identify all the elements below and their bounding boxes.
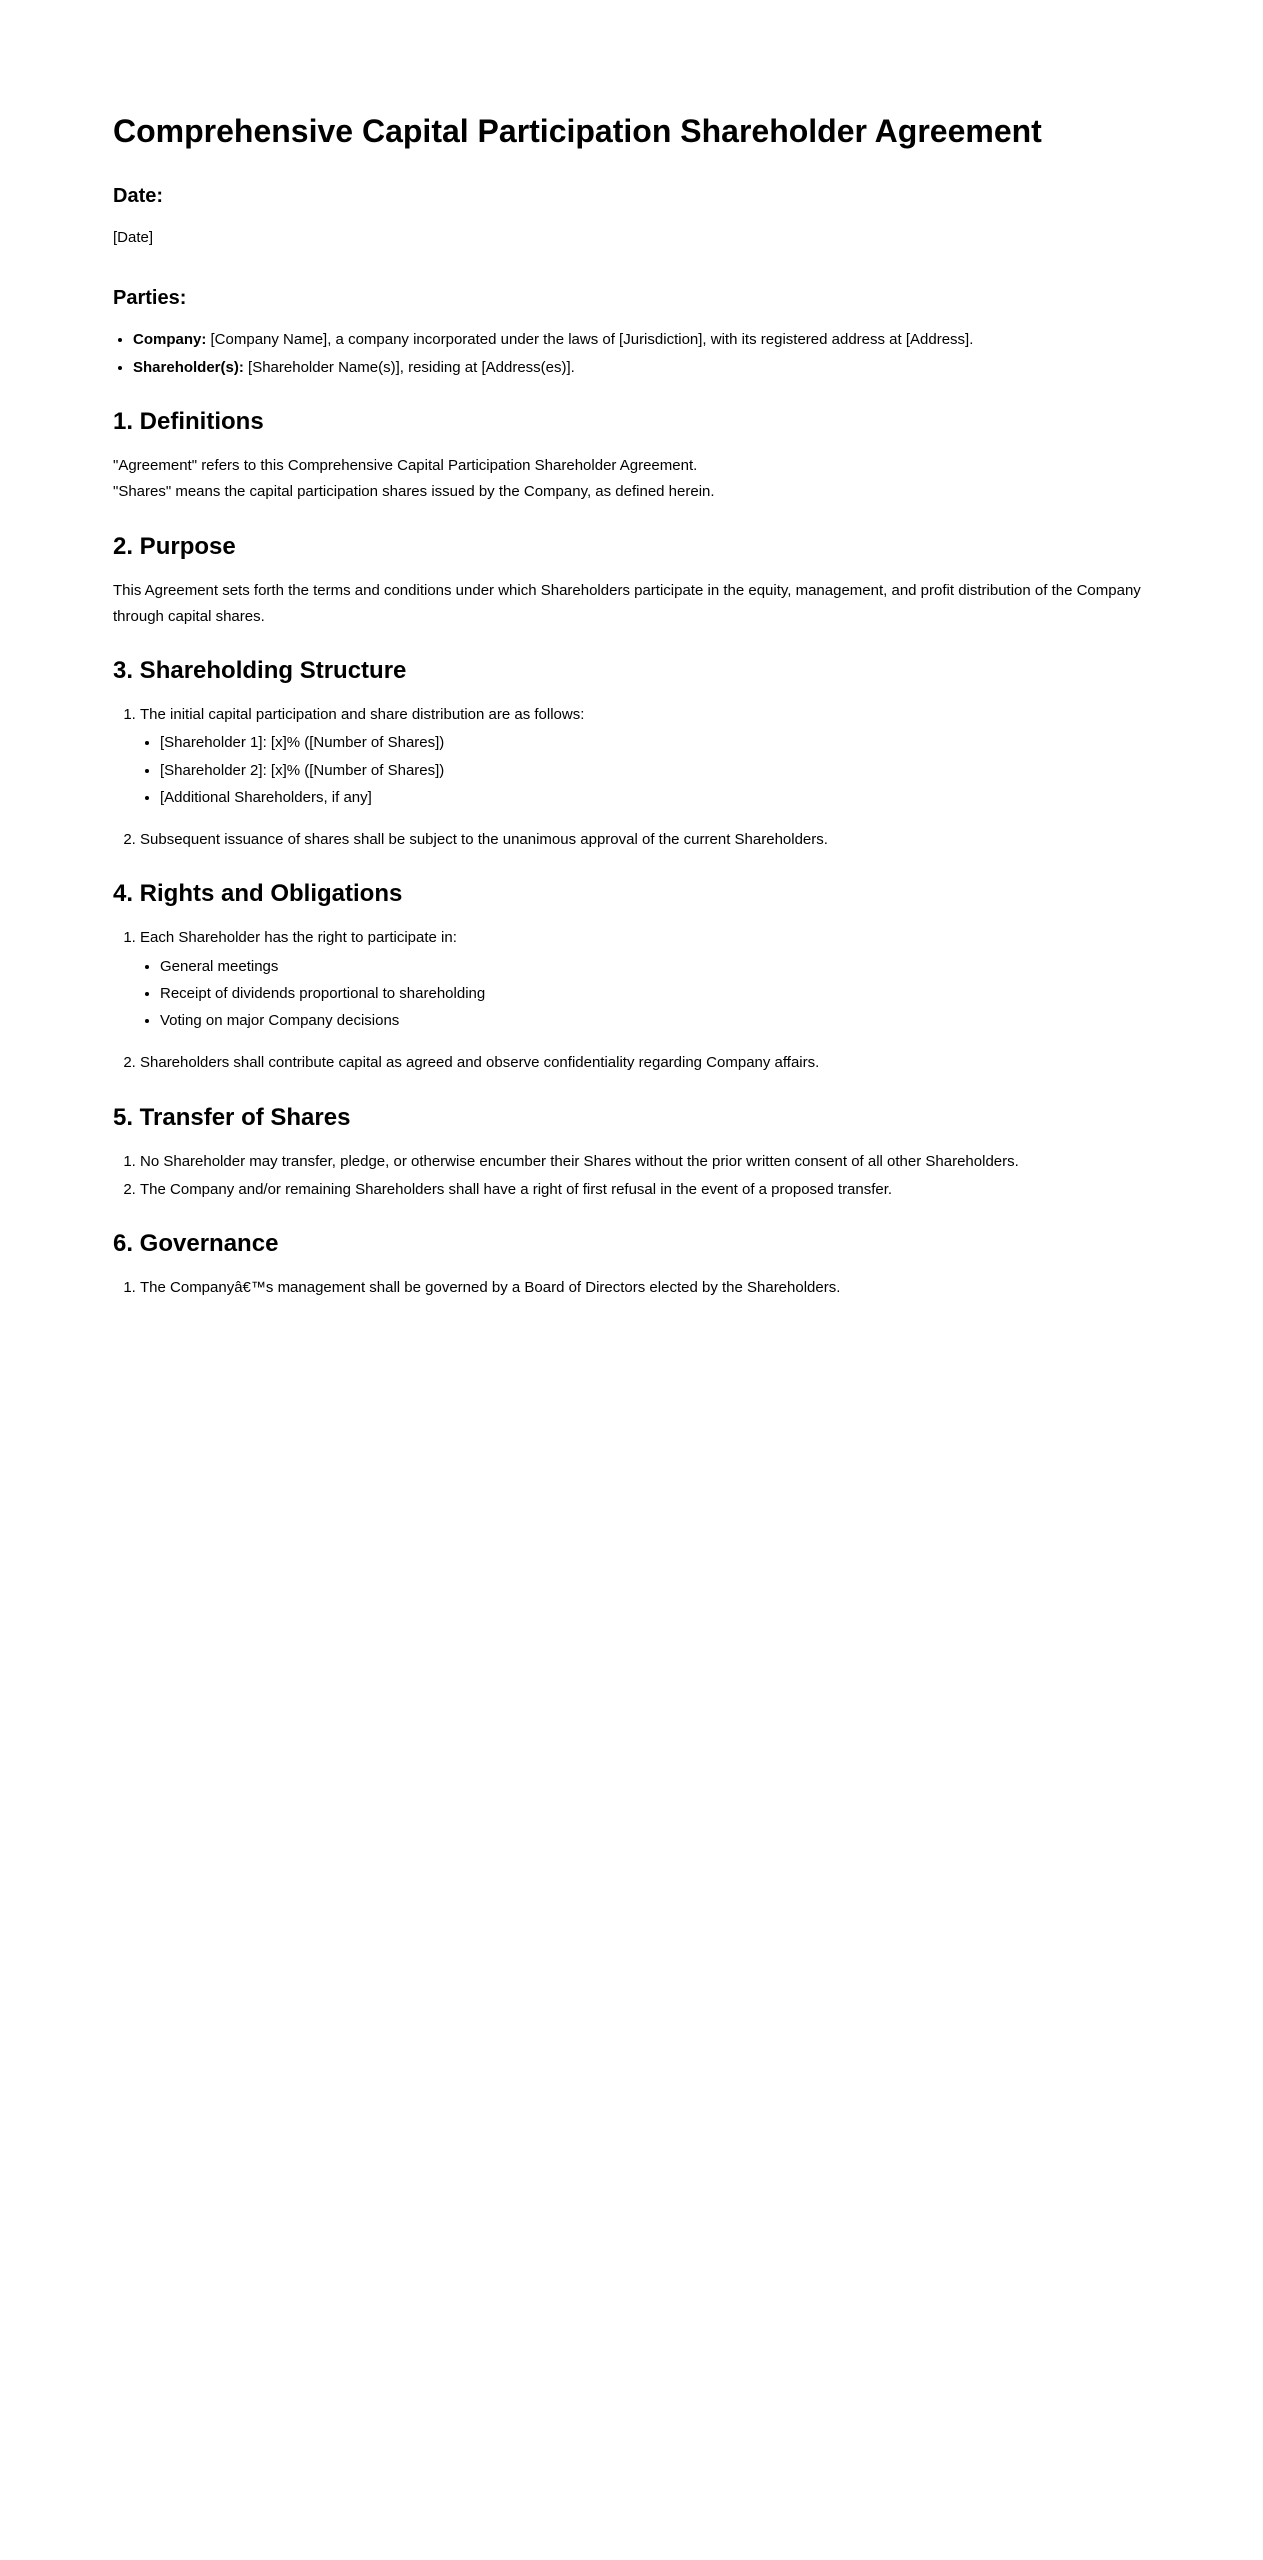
sub-list (140, 954, 1150, 1035)
sub-list-item: • [Shareholder 2]: [x]% ([Number of Shares]) (160, 758, 1150, 784)
list-item (140, 1177, 1150, 1203)
section-heading: 5. Transfer of Shares (113, 1103, 351, 1131)
list-item (140, 702, 1150, 811)
party-item (133, 355, 1150, 381)
sub-list-item: • Voting on major Company decisions (160, 1008, 1150, 1034)
list-item (140, 1275, 1150, 1301)
section-heading: 6. Governance (113, 1230, 279, 1258)
parties-heading: Parties: (113, 286, 187, 309)
section-heading: 1. Definitions (113, 408, 264, 436)
sections-container (113, 407, 1150, 1301)
date-heading: Date: (113, 185, 164, 208)
parties-list (113, 327, 1150, 382)
sub-list (140, 730, 1150, 811)
list-item-text: The Companyâ€™s management shall be governed by a Board of Directors elected by the Shareholders. (140, 1279, 841, 1297)
list-item-text: Each Shareholder has the right to participate in: (140, 929, 457, 947)
list-item (140, 1050, 1150, 1076)
list-item-text: No Shareholder may transfer, pledge, or otherwise encumber their Shares without the prior written consent of all other Shareholders. (140, 1152, 1019, 1170)
paragraph-line: "Shares" means the capital participation shares issued by the Company, as defined herein. (113, 483, 715, 501)
party-text: [Company Name], a company incorporated under the laws of [Jurisdiction], with its registered address at [Address]. (206, 330, 974, 348)
party-item (133, 327, 1150, 353)
section-paragraph: This Agreement sets forth the terms and conditions under which Shareholders participate in the equity, management, and profit distribution of the Company through capital shares. (113, 581, 1141, 625)
section-heading: 4. Rights and Obligations (113, 880, 403, 908)
paragraph-line: "Agreement" refers to this Comprehensive Capital Participation Shareholder Agreement. (113, 457, 698, 475)
section-list (113, 925, 1150, 1076)
sub-list-item: • General meetings (160, 954, 1150, 980)
section-heading: 3. Shareholding Structure (113, 657, 407, 685)
party-text: [Shareholder Name(s)], residing at [Address(es)]. (243, 358, 575, 376)
document-title: Comprehensive Capital Participation Shareholder Agreement (113, 113, 1042, 149)
list-item-text: Subsequent issuance of shares shall be subject to the unanimous approval of the current Shareholders. (140, 831, 828, 849)
section-list (113, 1275, 1150, 1301)
list-item-text: The Company and/or remaining Shareholders shall have a right of first refusal in the event of a proposed transfer. (140, 1180, 893, 1198)
section-list (113, 1149, 1150, 1204)
list-item-text: The initial capital participation and share distribution are as follows: (140, 706, 585, 724)
list-item-text: Shareholders shall contribute capital as agreed and observe confidentiality regarding Company affairs. (140, 1054, 820, 1072)
list-item (140, 925, 1150, 1034)
date-value: [Date] (113, 229, 154, 247)
section-heading: 2. Purpose (113, 532, 236, 560)
sub-list-item: • [Shareholder 1]: [x]% ([Number of Shares]) (160, 730, 1150, 756)
section-paragraph (113, 453, 1150, 506)
sub-list-item: • Receipt of dividends proportional to shareholding (160, 981, 1150, 1007)
list-item (140, 1149, 1150, 1175)
party-label: Company: (133, 330, 207, 348)
section-list (113, 702, 1150, 853)
party-label: Shareholder(s): (133, 358, 244, 376)
sub-list-item: • [Additional Shareholders, if any] (160, 785, 1150, 811)
list-item (140, 827, 1150, 853)
